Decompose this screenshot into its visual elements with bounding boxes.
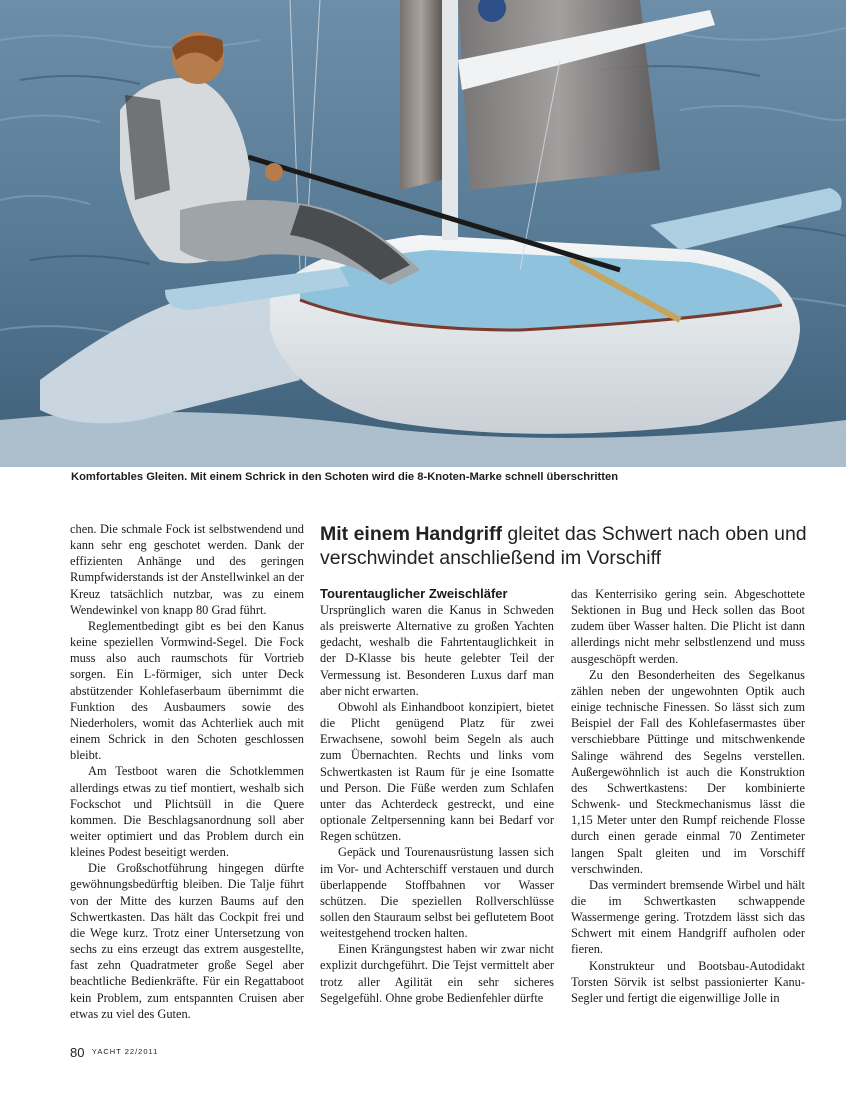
sailing-dinghy-photo (0, 0, 846, 467)
paragraph: chen. Die schmale Fock ist selbstwendend und kann sehr eng geschotet werden. Dank der effizienten Anhänge und des geringen Rumpfwiderstands ist der Anstellwinkel an der Kreuz tatsächlich nutzbar, was zu einem Wendewinkel von knapp 80 Grad führt. (70, 522, 304, 617)
hero-photo (0, 0, 846, 467)
paragraph: Die Großschotführung hingegen dürfte gewöhnungsbedürftig bleiben. Die Talje führt von der Mitte des kurzen Baums auf den Schwertkasten. Das hält das Cockpit frei und die Wege kurz. Trotz einer Untersetzung von sechs zu eins erzeugt das extrem ausgestellte, fast zehn Quadratmeter große Segel aber beachtliche Bedienkräfte. Für ein Regattaboot kein Problem, zum entspannten Cruisen aber etwas zu viel des Guten. (70, 861, 304, 1021)
text-column-1 (70, 521, 304, 1022)
paragraph: Konstrukteur und Bootsbau-Autodidakt Torsten Sörvik ist selbst passionierter Kanu-Segler und fertigt die eigenwillige Jolle in (571, 958, 805, 1005)
pull-quote-rest: gleitet das Schwert nach oben und verschwindet anschließend im Vorschiff (320, 523, 807, 569)
photo-caption: Komfortables Gleiten. Mit einem Schrick in den Schoten wird die 8-Knoten-Marke schnell überschritten (71, 471, 619, 483)
paragraph: Gepäck und Tourenausrüstung lassen sich im Vor- und Achterschiff verstauen und durch überlappende Stoffbahnen vor Wasser schützen. Die speziellen Rollverschlüsse sollen den Stauraum selbst bei geflutetem Boot weitestgehend trocken halten. (320, 845, 555, 941)
page-number: 80 (70, 1045, 85, 1060)
text-column-3 (571, 586, 805, 1006)
text-column-2 (320, 602, 554, 1006)
paragraph: Obwohl als Einhandboot konzipiert, bietet die Plicht genügend Platz für zwei Erwachsene, sowohl beim Segeln als auch zum Übernachten. Rechts und links vom Schwertkasten ist Raum für je eine Isomatte und Person. Die Füße werden zum Schlafen unter das Achterdeck gestreckt, und eine optionale Zeltpersenning kann bei Bedarf vor Regen schützen. (320, 699, 554, 844)
paragraph: Zu den Besonderheiten des Segelkanus zählen neben der ungewohnten Optik auch einige technische Finessen. So lässt sich zum Beispiel der Fall des Kohlefasermastes über verschiebbare Püttinge und mitschwenkende Salinge während des Segelns verstellen. Außergewöhnlich ist auch die Konstruktion des Schwertkastens: Der kombinierte Schwenk- und Steckmechanismus lässt die 1,15 Meter unter den Rumpf reichende Flosse durch einen gerade einmal 70 Zentimeter langen Spalt gleiten und im Vorschiff verschwinden. (571, 667, 805, 876)
section-subhead: Tourentauglicher Zweischläfer (320, 586, 508, 601)
paragraph: Ursprünglich waren die Kanus in Schweden als preiswerte Alternative zu großen Yachten gedacht, weshalb die Fahrtentauglichkeit in der D-Klasse bis heute gelebter Teil der Vermessung ist. Besonderen Luxus darf man aber nicht erwarten. (320, 603, 554, 698)
paragraph: Einen Krängungstest haben wir zwar nicht explizit durchgeführt. Die Tejst vermittelt aber trotz aller Agilität ein sehr sicheres Segelgefühl. Ohne grobe Bedienfehler dürfte (320, 942, 554, 1005)
paragraph: Das vermindert bremsende Wirbel und hält die im Schwertkasten schwappende Wassermenge gering. Trotzdem lässt sich das Schwert mit einem Handgriff aufholen oder fieren. (571, 877, 805, 957)
page-footer (70, 1044, 158, 1062)
magazine-issue: YACHT 22/2011 (91, 1047, 159, 1056)
pull-quote (320, 522, 810, 570)
paragraph: Reglementbedingt gibt es bei den Kanus keine speziellen Vormwind-Segel. Die Fock muss also auch raumschots für Vortrieb sorgen. Ein L-förmiger, sich unter Deck abstützender Kohlefaserbaum übernimmt die Funktion des Ausbaumers sowie des Niederholers, womit das Achterliek auch mit einem Schrick in den Schoten geschlossen bleibt. (70, 618, 304, 763)
paragraph: Am Testboot waren die Schotklemmen allerdings etwas zu tief montiert, weshalb sich Fockschot und Plichtsüll in die Quere kommen. Die Beschlagsanordnung soll aber weiter optimiert und das Problem durch ein kleines Podest beseitigt werden. (70, 764, 304, 860)
pull-quote-bold: Mit einem Handgriff (320, 523, 503, 545)
paragraph: das Kenterrisiko gering sein. Abgeschottete Sektionen in Bug und Heck sollen das Boot zudem über Wasser halten. Die Plicht ist dann allerdings nicht mehr selbstlenzend und muss ausgeschöpft werden. (571, 587, 805, 666)
